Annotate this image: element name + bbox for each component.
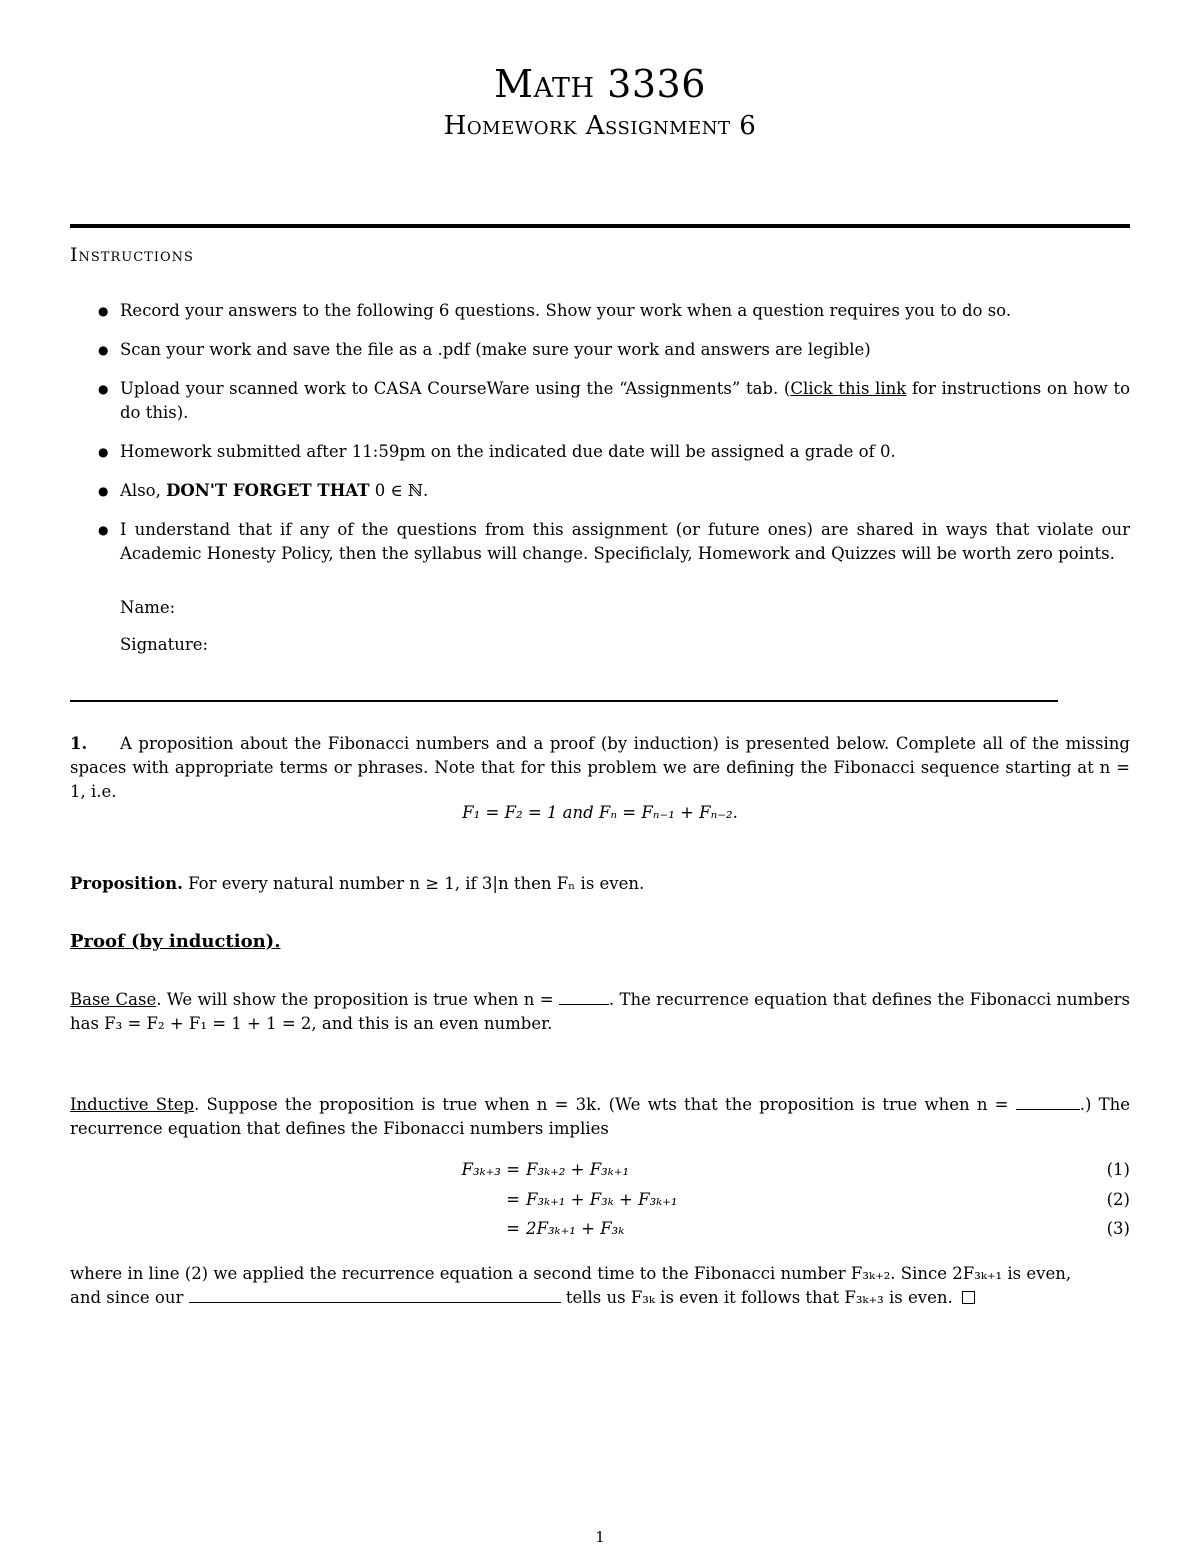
equation-number: (3) bbox=[1106, 1219, 1130, 1238]
instruction-item bbox=[120, 479, 1130, 503]
instruction-item: Upload your scanned work to CASA CourseWare using the “Assignments” tab. (Click this link for instructions on how to do this). bbox=[120, 379, 1131, 422]
equation-lhs: F₃ₖ₊₃ = bbox=[461, 1160, 520, 1179]
section-divider bbox=[70, 700, 1058, 702]
conclusion-line-2 bbox=[70, 1286, 1130, 1310]
equation-lhs: = bbox=[506, 1190, 520, 1209]
base-case-text: . The recurrence equation that defines the Fibonacci numbers has F₃ = F₂ + F₁ = 1 + 1 = 2, and this is an even number. bbox=[70, 990, 1131, 1033]
page-number: 1 bbox=[595, 1528, 605, 1546]
qed-square-icon bbox=[962, 1291, 975, 1304]
instruction-item-text: Upload your scanned work to CASA CourseWare using the “Assignments” tab. bbox=[120, 379, 779, 398]
inductive-step-text: .) The recurrence equation that defines the Fibonacci numbers implies bbox=[70, 1095, 1130, 1138]
top-divider bbox=[70, 224, 1130, 228]
proposition-label: Proposition. bbox=[70, 874, 183, 893]
bullet-icon: ● bbox=[98, 484, 109, 498]
bullet-icon: ● bbox=[98, 523, 109, 537]
proof-heading bbox=[70, 930, 1130, 954]
inductive-step-text: . Suppose the proposition is true when n = 3k. (We wts that the proposition is true when n = bbox=[194, 1095, 1009, 1114]
instruction-item: Scan your work and save the file as a .pdf (make sure your work and answers are legible) bbox=[120, 340, 871, 359]
instruction-item-text: for instructions on how to do this). bbox=[120, 379, 1131, 422]
conclusion-line-1: where in line (2) we applied the recurrence equation a second time to the Fibonacci number F₃ₖ₊₂. Since 2F₃ₖ₊₁ is even, bbox=[70, 1264, 1072, 1283]
instruction-item: I understand that if any of the questions from this assignment (or future ones) are shared in ways that violate our Academic Honesty Policy, then the syllabus will change. Specificlaly, Homework and Quizzes will be worth zero points. bbox=[120, 520, 1130, 563]
forget-warning: DON'T FORGET THAT bbox=[166, 481, 370, 500]
problem-1-intro bbox=[70, 732, 1130, 804]
instructions-heading: Instructions bbox=[70, 244, 194, 266]
document-title: Math 3336 bbox=[494, 62, 706, 106]
inductive-step-blank[interactable] bbox=[1016, 1095, 1080, 1110]
conclusion-blank[interactable] bbox=[189, 1288, 561, 1303]
base-case bbox=[70, 988, 1130, 1036]
instruction-item-text: Also, bbox=[120, 481, 161, 500]
base-case-text: . We will show the proposition is true when n = bbox=[156, 990, 554, 1009]
problem-number: 1. bbox=[70, 734, 88, 753]
conclusion-text: tells us F₃ₖ is even it follows that F₃ₖ₊₃ is even. bbox=[565, 1288, 953, 1307]
proof-label: Proof (by induction). bbox=[70, 931, 281, 952]
bullet-icon: ● bbox=[98, 445, 109, 459]
name-label: Name: bbox=[120, 598, 176, 617]
fibonacci-definition: F₁ = F₂ = 1 and Fₙ = Fₙ₋₁ + Fₙ₋₂. bbox=[462, 803, 738, 822]
equation-rhs: F₃ₖ₊₂ + F₃ₖ₊₁ bbox=[526, 1160, 630, 1179]
problem-intro-text: A proposition about the Fibonacci numbers and a proof (by induction) is presented below. Complete all of the missing spaces with appropriate terms or phrases. Note that for this problem we are defining the Fibonacci sequence starting at n = 1, i.e. bbox=[70, 734, 1130, 801]
equation-number: (1) bbox=[1106, 1160, 1130, 1179]
equation-number: (2) bbox=[1106, 1190, 1130, 1209]
equation-rhs: 2F₃ₖ₊₁ + F₃ₖ bbox=[526, 1219, 625, 1238]
conclusion-text: and since our bbox=[70, 1288, 184, 1307]
instruction-item: Homework submitted after 11:59pm on the indicated due date will be assigned a grade of 0. bbox=[120, 442, 896, 461]
instructions-link[interactable]: Click this link bbox=[790, 379, 907, 398]
bullet-icon: ● bbox=[98, 304, 109, 318]
signature-label: Signature: bbox=[120, 635, 209, 654]
instruction-item: Record your answers to the following 6 questions. Show your work when a question requires you to do so. bbox=[120, 301, 1012, 320]
bullet-icon: ● bbox=[98, 382, 109, 396]
proposition-text: For every natural number n ≥ 1, if 3|n then Fₙ is even. bbox=[188, 874, 645, 893]
base-case-blank[interactable] bbox=[559, 990, 609, 1005]
equation-lhs: = bbox=[506, 1219, 520, 1238]
base-case-label: Base Case bbox=[70, 990, 157, 1009]
proposition bbox=[70, 872, 1130, 896]
inductive-step-label: Inductive Step bbox=[70, 1095, 195, 1114]
inductive-step bbox=[70, 1093, 1130, 1141]
equation-rhs: F₃ₖ₊₁ + F₃ₖ + F₃ₖ₊₁ bbox=[526, 1190, 678, 1209]
document-subtitle: Homework Assignment 6 bbox=[443, 111, 757, 141]
forget-math: 0 ∈ ℕ. bbox=[374, 481, 429, 500]
bullet-icon: ● bbox=[98, 343, 109, 357]
